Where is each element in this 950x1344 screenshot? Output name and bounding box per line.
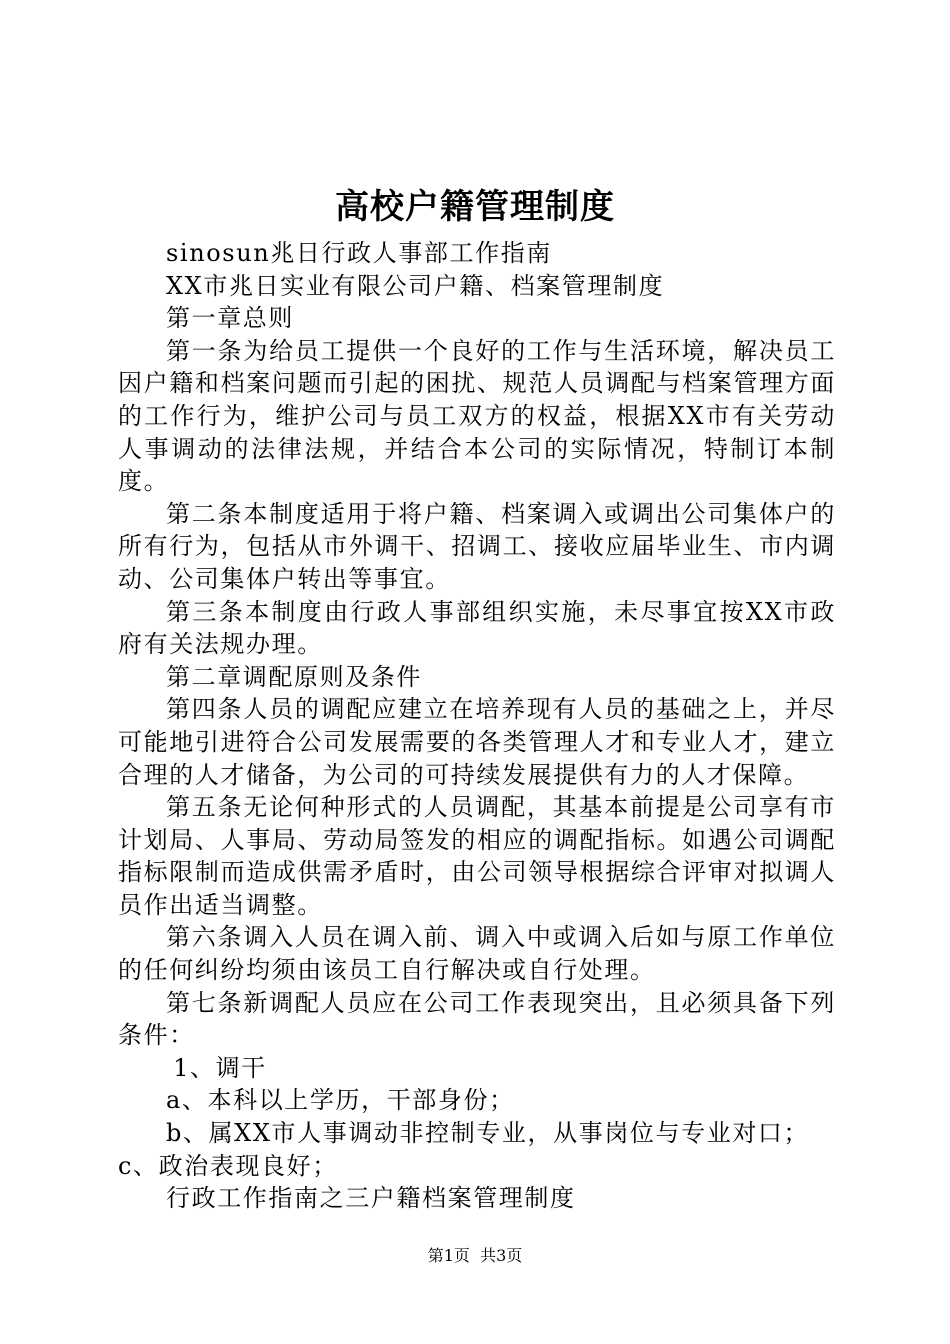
chapter-heading-2: 第二章调配原则及条件 [166,662,422,691]
page-footer [0,1244,950,1268]
page-number: 第1页 [427,1246,470,1265]
article-5: 第五条无论何种形式的人员调配，其基本前提是公司享有市计划局、人事局、劳动局签发的相应的调配指标。如遇公司调配指标限制而造成供需矛盾时，由公司领导根据综合评审对拟调人员作出适当调整。 [118,793,836,919]
article-2: 第二条本制度适用于将户籍、档案调入或调出公司集体户的所有行为，包括从市外调干、招调工、接收应届毕业生、市内调动、公司集体户转出等事宜。 [118,499,836,593]
paragraph-subtitle-company: XX市兆日实业有限公司户籍、档案管理制度 [166,271,665,300]
list-item-a: a、本科以上学历，干部身份； [166,1086,515,1115]
document-body [118,237,836,1215]
article-7: 第七条新调配人员应在公司工作表现突出，且必须具备下列条件： [118,988,836,1050]
list-item-c: c、政治表现良好； [118,1151,338,1180]
chapter-heading-1: 第一章总则 [166,304,294,333]
article-6: 第六条调入人员在调入前、调入中或调入后如与原工作单位的任何纠纷均须由该员工自行解决或自行处理。 [118,923,836,985]
article-3: 第三条本制度由行政人事部组织实施，未尽事宜按XX市政府有关法规办理。 [118,597,836,659]
paragraph-subtitle-guide: sinosun兆日行政人事部工作指南 [166,239,552,267]
list-item-1: 1、调干 [173,1053,267,1082]
document-title: 高校户籍管理制度 [335,187,615,227]
page-total: 共3页 [480,1246,523,1265]
paragraph-closing: 行政工作指南之三户籍档案管理制度 [166,1184,576,1213]
article-4: 第四条人员的调配应建立在培养现有人员的基础之上，并尽可能地引进符合公司发展需要的各类管理人才和专业人才，建立合理的人才储备，为公司的可持续发展提供有力的人才保障。 [118,695,836,789]
list-item-b: b、属XX市人事调动非控制专业，从事岗位与专业对口； [166,1119,810,1148]
article-1: 第一条为给员工提供一个良好的工作与生活环境，解决员工因户籍和档案问题而引起的困扰、规范人员调配与档案管理方面的工作行为，维护公司与员工双方的权益，根据XX市有关劳动人事调动的法律法规，并结合本公司的实际情况，特制订本制度。 [118,336,836,496]
